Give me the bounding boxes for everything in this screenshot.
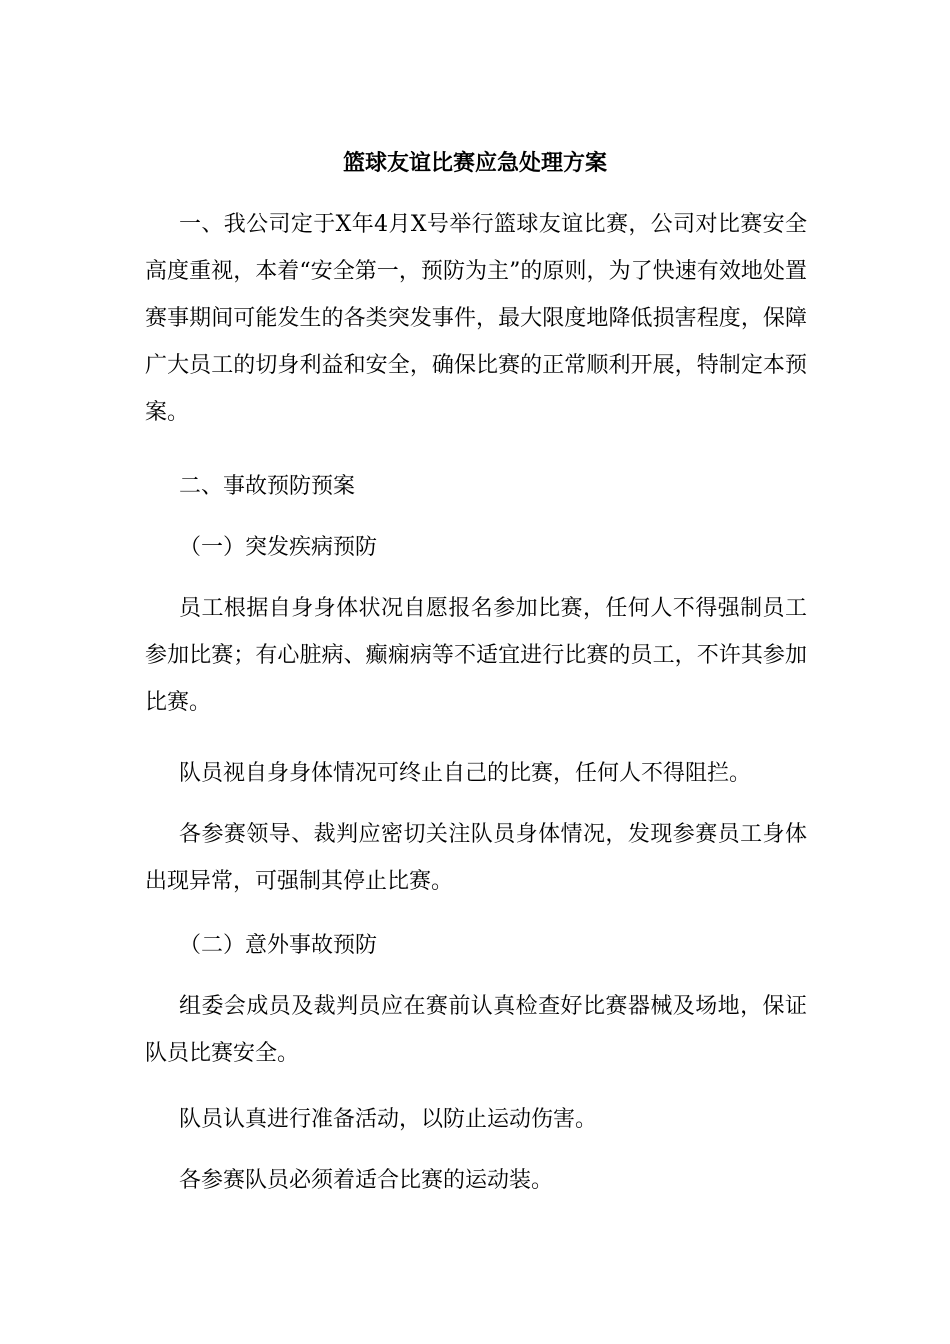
paragraph-warm-up: 队员认真进行准备活动，以防止运动伤害。 (179, 1107, 598, 1132)
section-heading-accident-prevention: 二、事故预防预案 (179, 474, 356, 499)
paragraph-voluntary-signup: 员工根据自身身体状况自愿报名参加比赛，任何人不得强制员工参加比赛；有心脏病、癫痫病等不适宜进行比赛的员工，不许其参加比赛。 (145, 596, 807, 715)
subsection-heading-accident-prevention: （二）意外事故预防 (179, 933, 378, 958)
paragraph-referee-monitoring: 各参赛领导、裁判应密切关注队员身体情况，发现参赛员工身体出现异常，可强制其停止比赛。 (145, 822, 807, 894)
paragraph-intro: 一、我公司定于X年4月X号举行篮球友谊比赛，公司对比赛安全高度重视，本着“安全第一，预防为主”的原则，为了快速有效地处置赛事期间可能发生的各类突发事件，最大限度地降低损害程度，保障广大员工的切身利益和安全，确保比赛的正常顺利开展，特制定本预案。 (145, 212, 807, 425)
subsection-heading-illness-prevention: （一）突发疾病预防 (179, 535, 378, 560)
paragraph-equipment-check: 组委会成员及裁判员应在赛前认真检查好比赛器械及场地，保证队员比赛安全。 (145, 994, 807, 1066)
document-title: 篮球友谊比赛应急处理方案 (342, 150, 607, 176)
paragraph-sportswear: 各参赛队员必须着适合比赛的运动装。 (179, 1168, 554, 1193)
paragraph-self-termination: 队员视自身身体情况可终止自己的比赛，任何人不得阻拦。 (179, 761, 752, 786)
